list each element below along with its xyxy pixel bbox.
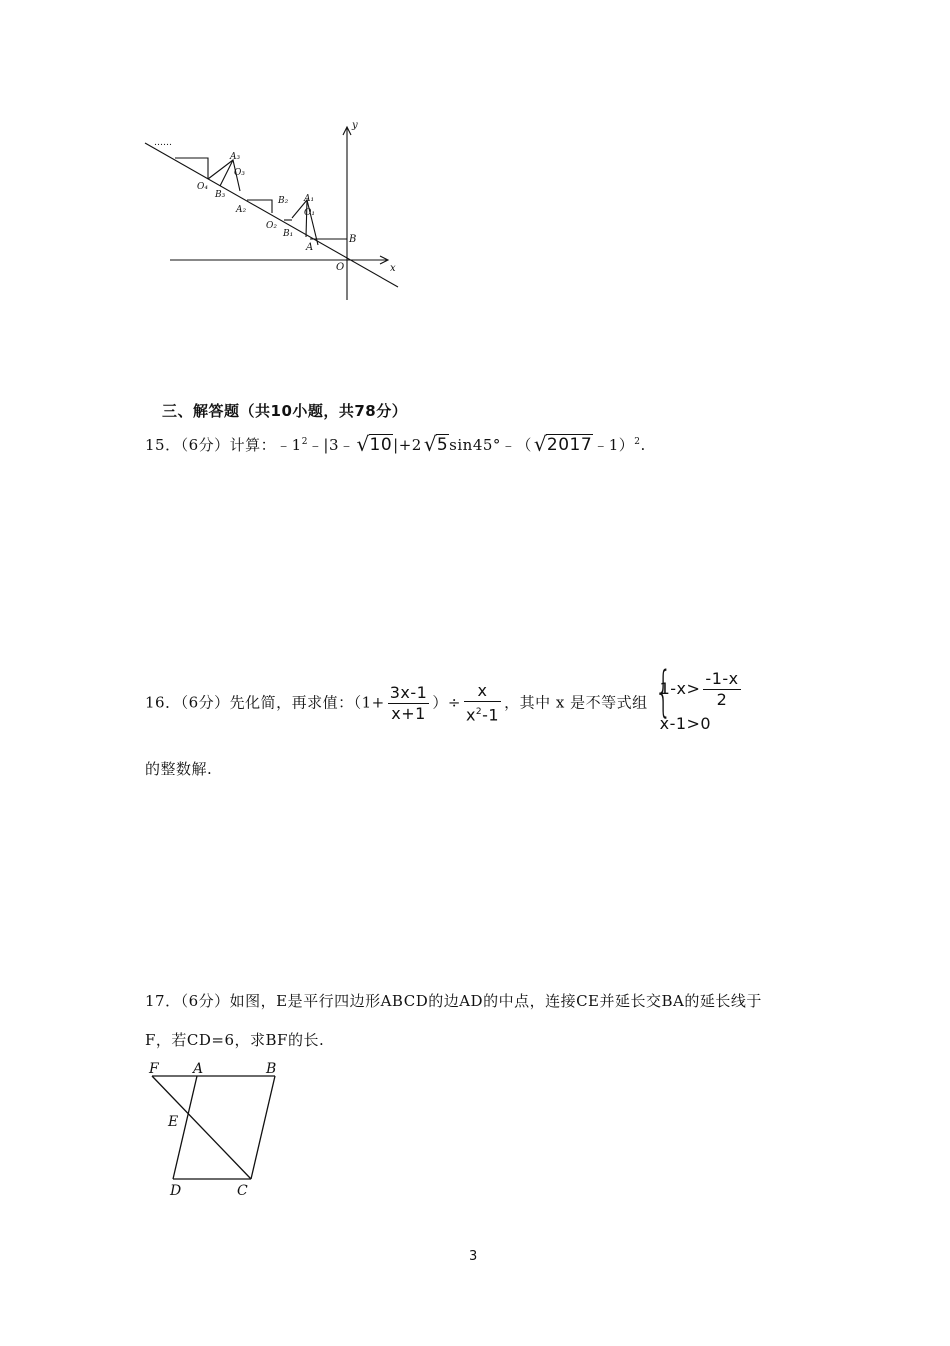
point-o2-label: O₂ bbox=[266, 221, 277, 231]
question-16-line-2: 的整数解. bbox=[145, 760, 213, 778]
q16-mid: ）÷ bbox=[432, 693, 461, 712]
q16-prefix: 16．（6分）先化简，再求值：（1+ bbox=[145, 693, 385, 712]
q16-suffix: ，其中 x 是不等式组 bbox=[504, 693, 648, 712]
inequality-system: { 1-x> $\frac{-1-x}{2}$ x-1>0 bbox=[648, 669, 744, 738]
point-b2-label: B₂ bbox=[278, 196, 289, 206]
parallelogram-figure bbox=[140, 1055, 290, 1205]
point-f-label: F bbox=[149, 1061, 159, 1077]
point-o4-label: O₄ bbox=[197, 182, 208, 192]
inequality-2: x-1>0 bbox=[659, 714, 712, 733]
sqrt-2017-radicand: 2017 bbox=[546, 435, 593, 455]
inequality-1-denominator: 2 bbox=[716, 690, 728, 709]
sqrt-10: √ 10 bbox=[356, 432, 393, 456]
point-a-label: A bbox=[193, 1061, 204, 1077]
q16-fraction-2-denominator bbox=[464, 702, 501, 725]
coordinate-figure bbox=[140, 115, 410, 305]
x-axis-label: x bbox=[390, 263, 396, 274]
q15-part5: ﹣1） bbox=[593, 436, 635, 454]
q16-fraction-1-denominator: x+1 bbox=[391, 704, 426, 723]
q15-prefix: 15．（6分）计算：﹣1 bbox=[145, 436, 302, 454]
q16-fraction-2-exponent: 2 bbox=[475, 707, 483, 718]
sqrt-5-radicand: 5 bbox=[436, 435, 449, 455]
point-c-label: C bbox=[237, 1183, 248, 1199]
point-e-label: E bbox=[168, 1114, 179, 1130]
q15-part4: sin45°﹣（ bbox=[449, 436, 532, 454]
sqrt-10-radicand: 10 bbox=[369, 435, 393, 455]
dots-label: …… bbox=[154, 138, 172, 148]
q16-fraction-2-base: x bbox=[465, 705, 476, 725]
point-o3-label: O₃ bbox=[234, 168, 245, 178]
point-a-label: A bbox=[306, 242, 314, 253]
point-b3-label: B₃ bbox=[215, 190, 226, 200]
point-o1-label: O₁ bbox=[304, 208, 315, 218]
point-b1-label: B₁ bbox=[283, 229, 294, 239]
point-b-label: B bbox=[349, 234, 357, 245]
point-a3-label: A₃ bbox=[230, 152, 241, 162]
question-16 bbox=[145, 660, 744, 738]
y-axis-label: y bbox=[352, 120, 358, 131]
sqrt-5: √ 5 bbox=[423, 432, 449, 456]
sqrt-2017: √ 2017 bbox=[533, 432, 593, 456]
q15-part3: |+2 bbox=[393, 436, 422, 454]
q16-fraction-1 bbox=[388, 683, 430, 724]
origin-label: O bbox=[336, 262, 345, 273]
q16-fraction-2-tail: -1 bbox=[482, 705, 500, 725]
inequality-1-numerator: -1-x bbox=[705, 669, 739, 688]
q15-exponent-2: 2 bbox=[634, 437, 641, 447]
section-heading: 三、解答题（共10小题，共78分） bbox=[162, 402, 408, 420]
point-a1-label: A₁ bbox=[304, 194, 315, 204]
point-d-label: D bbox=[170, 1183, 182, 1199]
inequality-1-fraction bbox=[703, 669, 740, 710]
question-17-line-1: 17．（6分）如图，E是平行四边形ABCD的边AD的中点，连接CE并延长交BA的延长线于 bbox=[145, 992, 762, 1010]
question-15 bbox=[145, 434, 646, 455]
point-b-label: B bbox=[266, 1061, 277, 1077]
inequality-1-left: 1-x> bbox=[659, 679, 701, 698]
point-a2-label: A₂ bbox=[236, 205, 247, 215]
q15-part2: ﹣|3﹣ bbox=[307, 436, 355, 454]
q16-fraction-1-numerator: 3x-1 bbox=[389, 683, 428, 702]
inequality-1 bbox=[660, 669, 744, 710]
q16-fraction-2 bbox=[464, 681, 501, 725]
question-17-line-2: F，若CD=6，求BF的长. bbox=[145, 1031, 325, 1049]
page-number: 3 bbox=[469, 1249, 478, 1264]
q15-exponent-1: 2 bbox=[301, 437, 308, 447]
q15-end: . bbox=[640, 436, 646, 454]
q16-fraction-2-numerator: x bbox=[464, 681, 501, 702]
